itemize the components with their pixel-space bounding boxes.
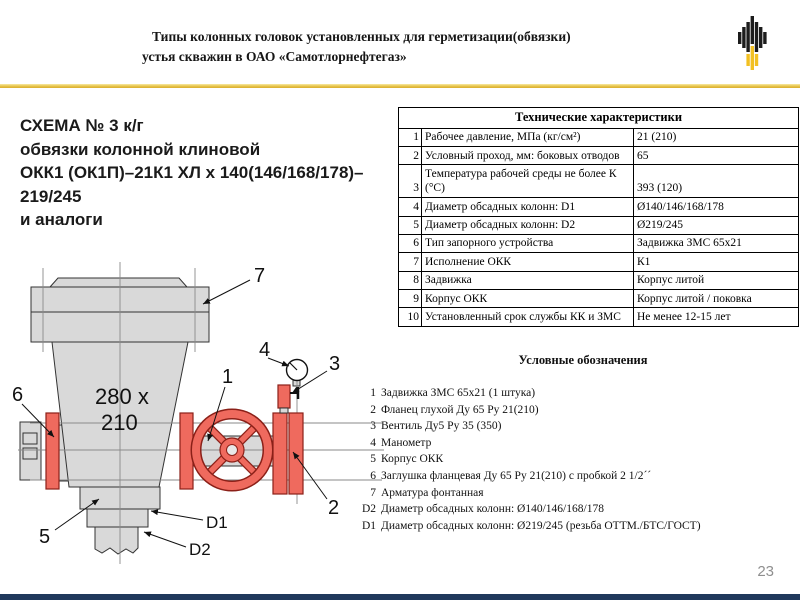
legend-item: 5 Корпус ОКК <box>370 453 444 466</box>
valve-connector <box>280 408 288 413</box>
legend-title: Условные обозначения <box>518 353 648 367</box>
legend-item: 6 Заглушка фланцевая Ду 65 Ру 21(210) с пробкой 2 1/2´´ <box>370 469 652 482</box>
legend-item: 1 Задвижка ЗМС 65х21 (1 штука) <box>370 387 536 399</box>
table-row: 6 Тип запорного устройства Задвижка ЗМС 65х21 <box>399 234 799 252</box>
slide-title <box>142 27 702 67</box>
blind-flange-right <box>289 413 303 494</box>
legend-item: 7 Арматура фонтанная <box>370 486 484 499</box>
diameter-labels <box>189 513 228 559</box>
legend-item: 2 Фланец глухой Ду 65 Ру 21(210) <box>370 403 539 416</box>
table-title: Технические характеристики <box>399 108 799 129</box>
table-row: 2 Условный проход, мм: боковых отводов 65 <box>399 147 799 165</box>
tech-specs-table <box>398 107 799 327</box>
left-outlet-flange <box>46 413 59 489</box>
slide-title-line1: Типы колонных головок установленных для герметизации(обвязки) <box>152 29 571 44</box>
table-row: 7 Исполнение ОКК К1 <box>399 253 799 271</box>
table-header-row <box>399 108 799 129</box>
scheme-heading-line: СХЕМА № 3 к/г <box>20 116 144 135</box>
callout-1: 1 <box>222 366 234 388</box>
page-number: 23 <box>757 563 774 580</box>
scheme-heading-line: 219/245 <box>20 186 82 206</box>
wellhead-diagram <box>10 252 390 570</box>
callout-7: 7 <box>254 265 266 287</box>
table-row: 4 Диаметр обсадных колонн: D1 Ø140/146/168/178 <box>399 198 799 216</box>
gold-divider <box>0 84 800 88</box>
scheme-heading-line: и аналоги <box>20 210 103 229</box>
table-row: 3 Температура рабочей среды не более К (°С) 393 (120) <box>399 165 799 198</box>
scheme-heading-line: обвязки колонной клиновой <box>20 139 261 159</box>
vent-valve <box>278 385 290 408</box>
legend-item: 3 Вентиль Ду5 Ру 35 (350) <box>370 420 502 433</box>
table-row: 9 Корпус ОКК Корпус литой / поковка <box>399 290 799 308</box>
slide-title-line2: устья скважин в ОАО «Самотлорнефтегаз» <box>142 49 407 64</box>
callout-3: 3 <box>329 353 341 375</box>
legend-item: D2 Диаметр обсадных колонн: Ø140/146/168/178 <box>361 503 604 516</box>
table-row: 8 Задвижка Корпус литой <box>399 271 799 289</box>
footer-bar <box>0 594 800 600</box>
callout-4: 4 <box>259 339 271 361</box>
svg-text:280 х: 280 х <box>95 384 149 409</box>
callout-6: 6 <box>12 384 24 406</box>
table-row: 1 Рабочее давление, МПа (кг/см²) 21 (210) <box>399 128 799 146</box>
manometer <box>287 360 308 381</box>
scheme-heading-line: ОКК1 (ОК1П)–21К1 ХЛ х 140(146/168/178)– <box>20 163 364 182</box>
callout-5: 5 <box>39 526 51 548</box>
vent-valve-handle <box>290 387 298 399</box>
callout-2: 2 <box>328 497 340 519</box>
table-row: 5 Диаметр обсадных колонн: D2 Ø219/245 <box>399 216 799 234</box>
scheme-heading <box>20 114 398 232</box>
legend-list <box>354 385 794 534</box>
legend-item: D1 Диаметр обсадных колонн: Ø219/245 (резьба ОТТМ./БТС/ГОСТ) <box>361 519 701 532</box>
svg-text:210: 210 <box>101 410 138 435</box>
callout-D1: D1 <box>206 513 228 532</box>
callout-D2: D2 <box>189 540 211 559</box>
rosneft-logo-icon <box>737 12 769 74</box>
legend-item: 4 Манометр <box>370 436 432 449</box>
blind-flange-left <box>273 413 287 494</box>
table-row: 10 Установленный срок службы КК и ЗМС Не менее 12-15 лет <box>399 308 799 326</box>
